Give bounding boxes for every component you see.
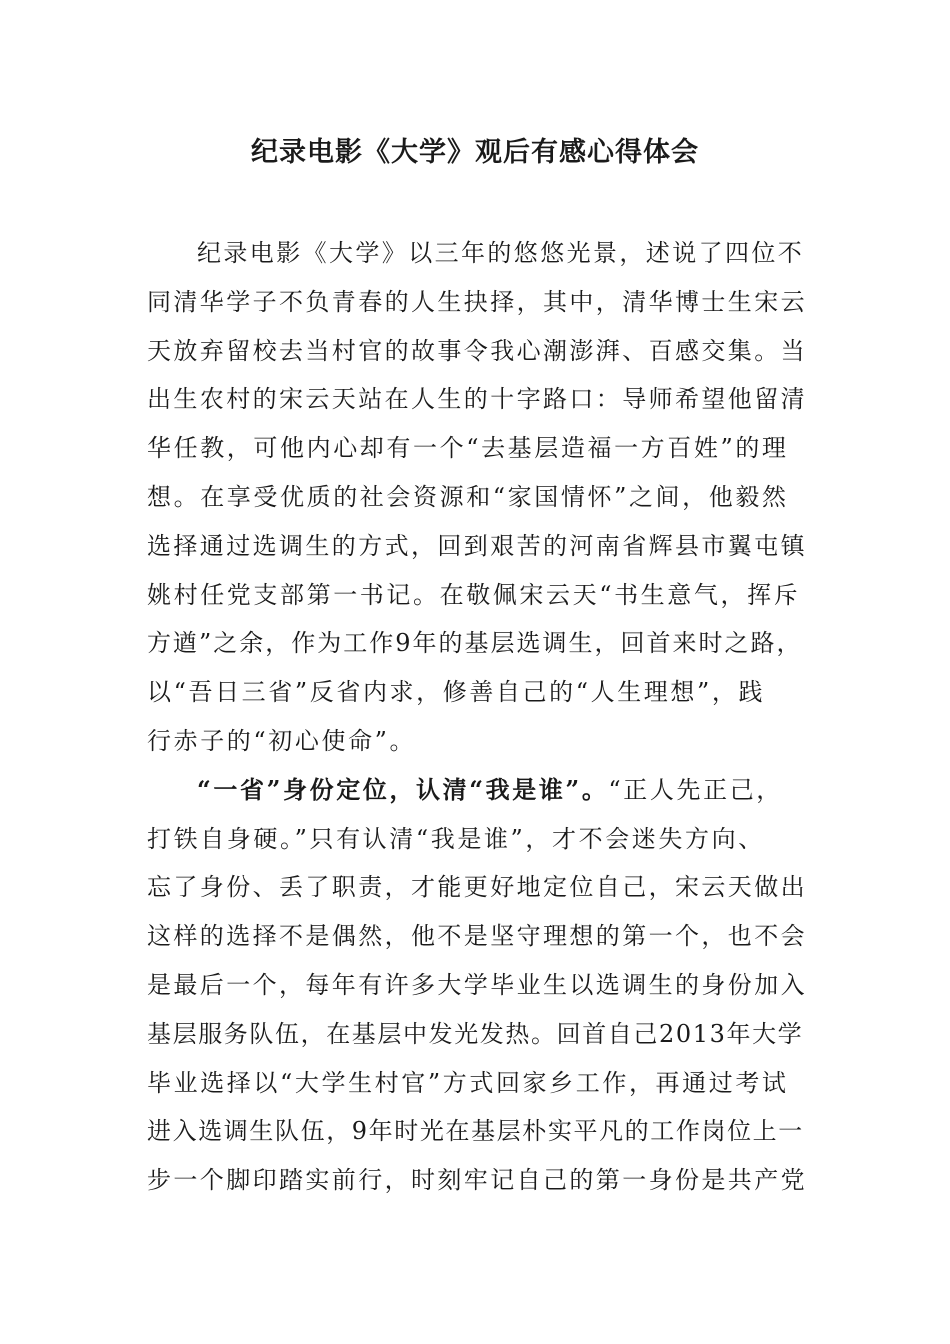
paragraph-line: 忘了身份、丢了职责，才能更好地定位自己，宋云天做出 — [147, 873, 807, 902]
paragraph-line: 进入选调生队伍，9年时光在基层朴实平凡的工作岗位上一 — [147, 1117, 804, 1146]
paragraph-line: 纪录电影《大学》以三年的悠悠光景，述说了四位不 — [197, 239, 805, 267]
document-title: 纪录电影《大学》观后有感心得体会 — [251, 137, 699, 168]
section-heading: “一省”身份定位，认清“我是谁”。 — [197, 774, 609, 804]
document-body — [147, 229, 807, 1205]
paragraph-line: 天放弃留校去当村官的故事令我心潮澎湃、百感交集。当 — [147, 336, 807, 365]
paragraph-line: 是最后一个，每年有许多大学毕业生以选调生的身份加入 — [147, 970, 807, 999]
paragraph-line: 这样的选择不是偶然，他不是坚守理想的第一个，也不会 — [147, 922, 807, 951]
paragraph-line: 步一个脚印踏实前行，时刻牢记自己的第一身份是共产党 — [147, 1166, 807, 1195]
paragraph-line: 出生农村的宋云天站在人生的十字路口：导师希望他留清 — [147, 385, 807, 414]
paragraph-text: “正人先正己， — [608, 775, 783, 804]
paragraph-line — [147, 766, 807, 815]
paragraph-line: 选择通过选调生的方式，回到艰苦的河南省辉县市翼屯镇 — [147, 531, 807, 560]
paragraph-line: 姚村任党支部第一书记。在敬佩宋云天“书生意气，挥斥 — [147, 580, 801, 609]
paragraph-line: 方遒”之余，作为工作9年的基层选调生，回首来时之路， — [147, 629, 803, 658]
paragraph-line: 以“吾日三省”反省内求，修善自己的“人生理想”，践 — [147, 678, 766, 707]
paragraph-line: 想。在享受优质的社会资源和“家国情怀”之间，他毅然 — [147, 482, 789, 511]
paragraph-line: 行赤子的“初心使命”。 — [147, 726, 417, 755]
paragraph-line: 毕业选择以“大学生村官”方式回家乡工作，再通过考试 — [147, 1068, 789, 1097]
paragraph-line: 同清华学子不负青春的人生抉择，其中，清华博士生宋云 — [147, 287, 807, 316]
paragraph-line: 基层服务队伍，在基层中发光发热。回首自己2013年大学 — [147, 1019, 804, 1048]
paragraph-line: 打铁自身硬。”只有认清“我是谁”，才不会迷失方向、 — [147, 824, 765, 853]
paragraph-line: 华任教，可他内心却有一个“去基层造福一方百姓”的理 — [147, 434, 789, 463]
